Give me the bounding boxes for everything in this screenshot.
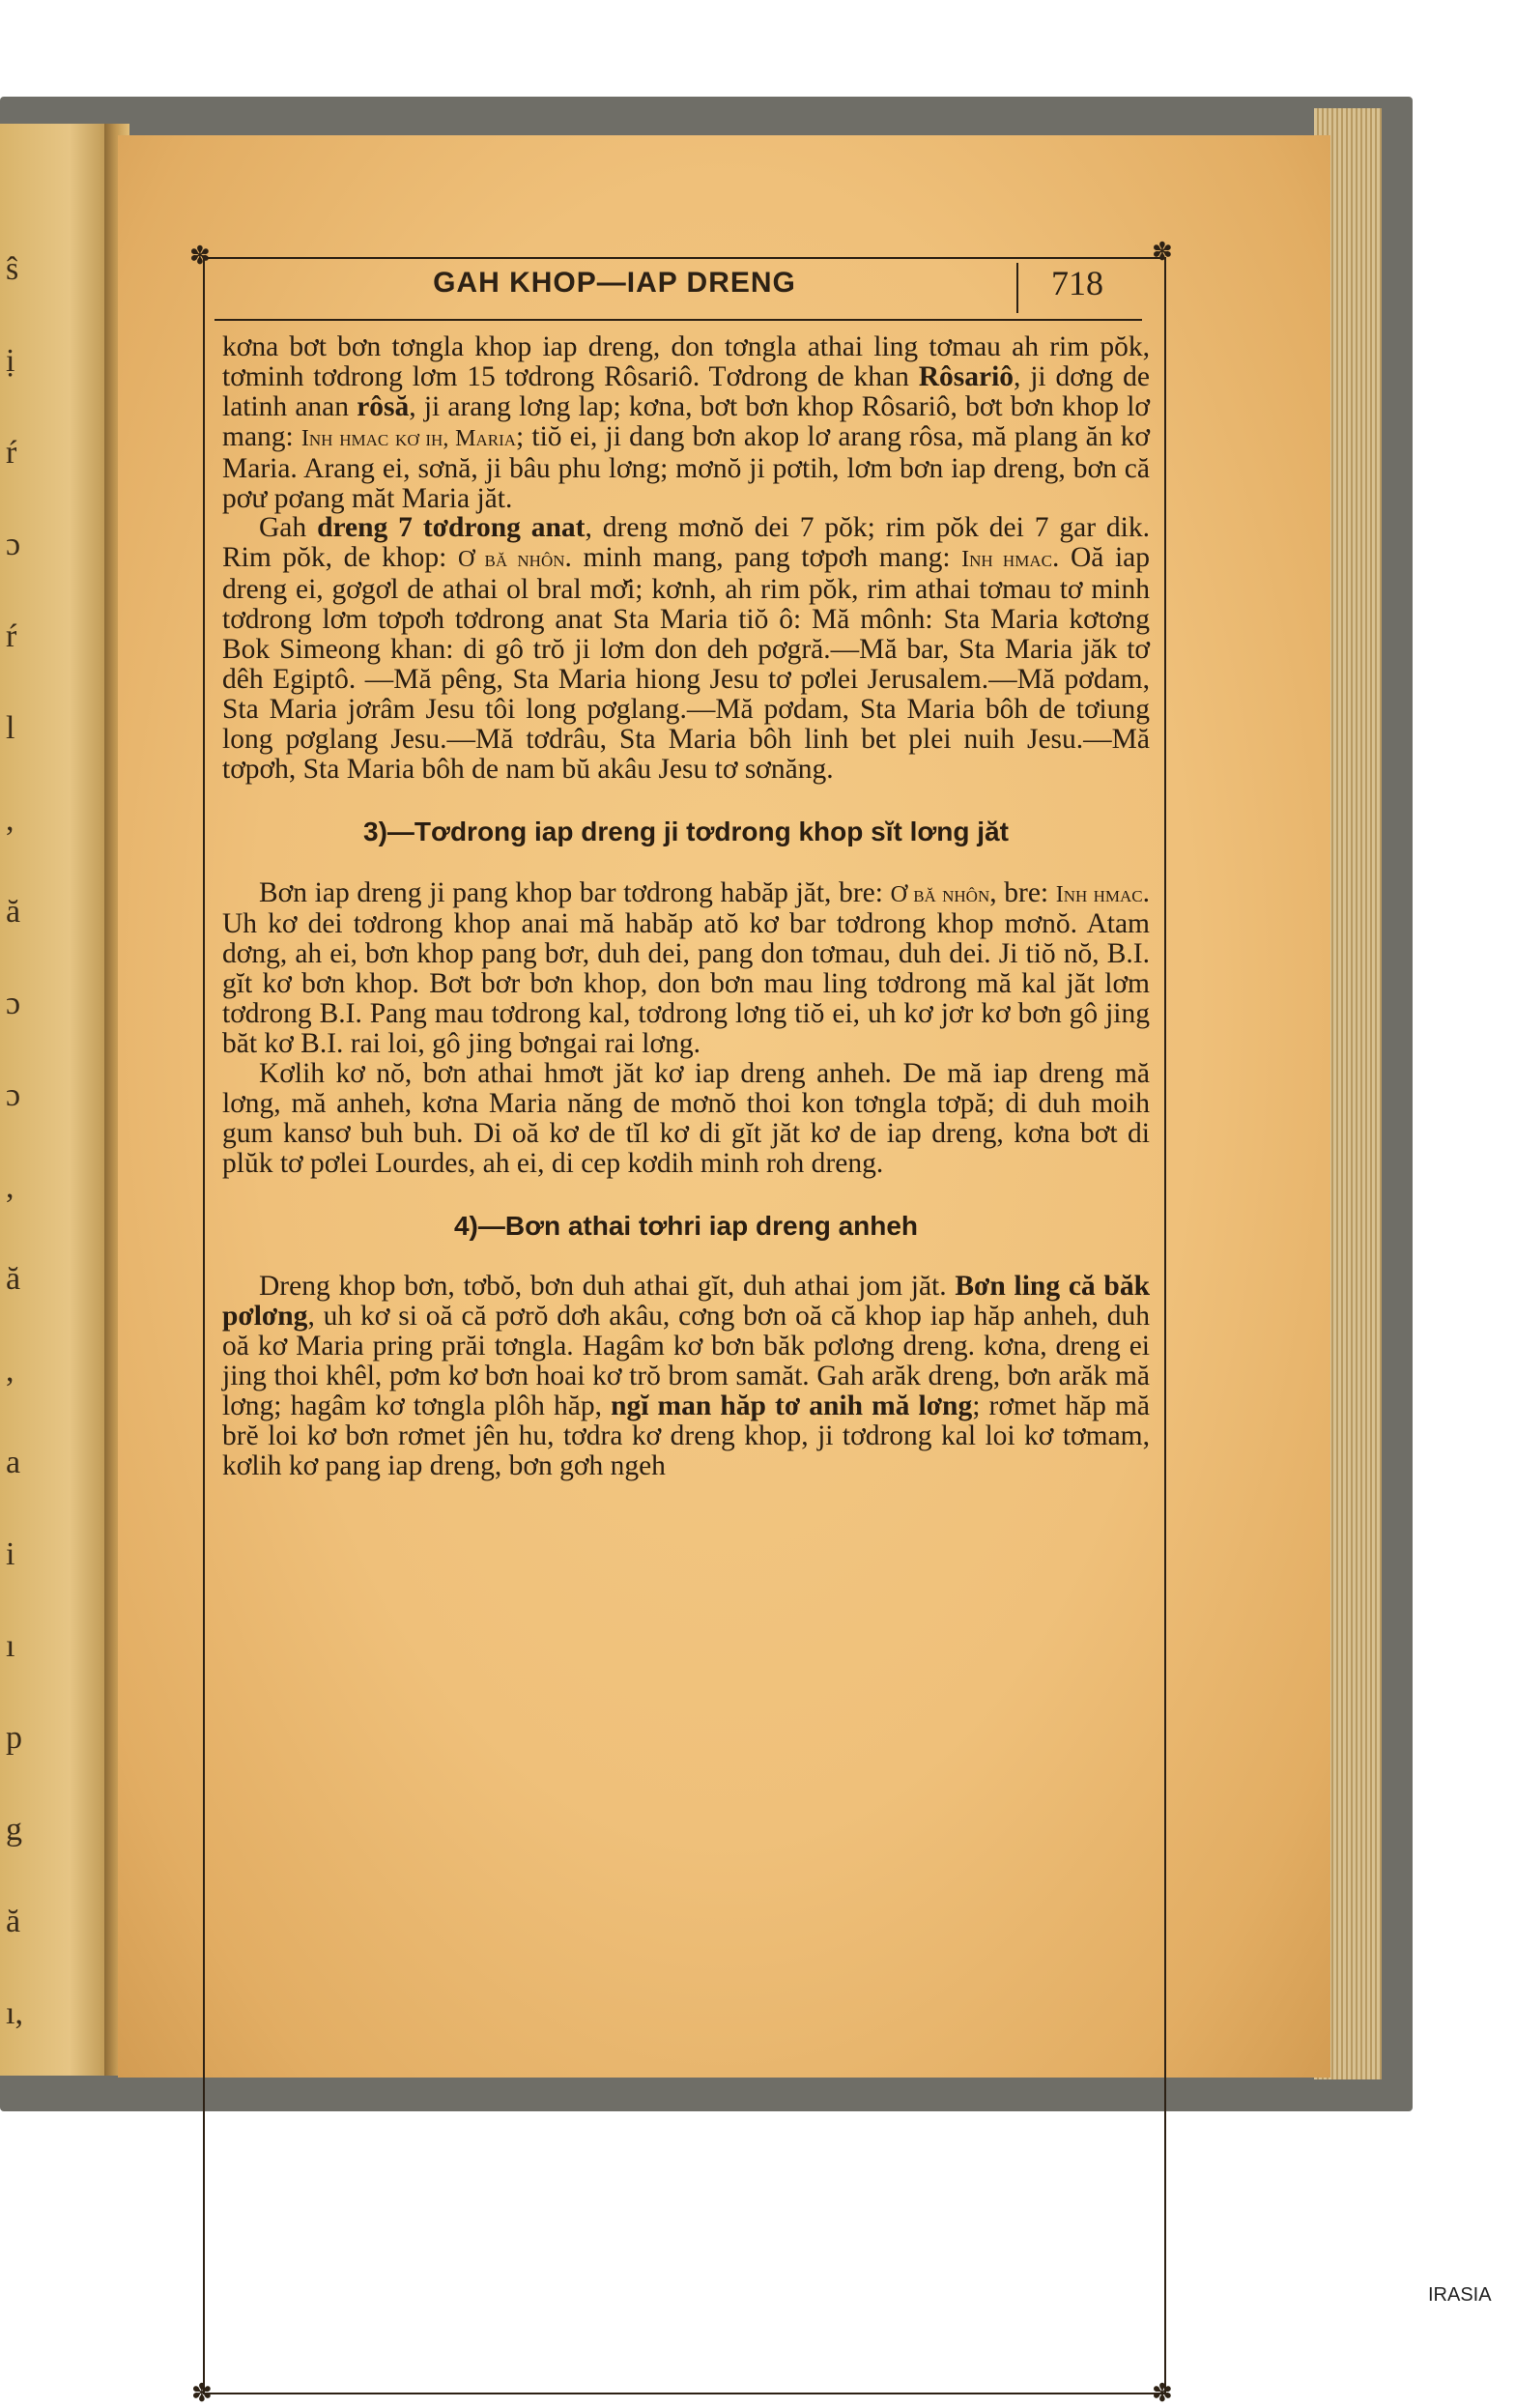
text-run: Kơlih kơ nŏ, bơn athai hmơt jăt kơ iap dreng anheh. De mă iap dreng mă lơng, mă anheh, kơna Maria năng de mơnŏ thoi kon tơngla tơpă; di duh moih gum kansơ buh buh. Di oă kơ de tĭl kơ di gĭt jăt kơ de iap dreng, kơna bơt di plŭk tơ pơlei Lourdes, ah ei, di cep kơdih minh roh dreng. — [222, 1057, 1150, 1179]
left-page-fragment: ă — [6, 1261, 21, 1297]
text-run: Dreng khop bơn, tơbŏ, bơn duh athai gĭt, duh athai jom jăt. — [259, 1271, 956, 1303]
text-run: ngĭ man hăp tơ anih mă lơng — [611, 1390, 973, 1422]
left-page-fragment: a — [6, 1445, 21, 1480]
left-border — [203, 257, 205, 2394]
left-page-fragments — [6, 135, 64, 2068]
left-page-fragment: ı, — [6, 1995, 23, 2031]
corner-ornament-icon: ✽ — [191, 2379, 213, 2407]
header-rule — [214, 319, 1142, 321]
paragraph — [222, 878, 1150, 1059]
running-head: GAH KHOP—IAP DRENG — [433, 267, 796, 299]
left-page-fragment: ị — [6, 343, 15, 379]
text-run: Bơn iap dreng ji pang khop bar tơdrong habăp jăt, bre: — [259, 876, 891, 908]
watermark: IRASIA — [1428, 2284, 1492, 2306]
left-page-fragment: , — [6, 1169, 14, 1205]
text-run: , dreng mơnŏ dei 7 pŏk; rim pŏk dei 7 gar dik. Rim pŏk, de khop: — [222, 512, 1150, 574]
bottom-rule — [203, 2393, 1164, 2394]
left-page-fragment: , — [6, 1353, 14, 1389]
text-run: Inh hmac — [961, 547, 1052, 573]
page-number: 718 — [1051, 264, 1103, 302]
left-page-fragment: ɔ — [6, 527, 21, 562]
text-run: dreng 7 tơdrong anat — [317, 512, 586, 544]
text-run: Ơ bă nhôn — [457, 547, 565, 573]
corner-ornament-icon: ✽ — [1152, 238, 1173, 266]
text-run: , uh kơ si oă că pơrŏ dơh akâu, cơng bơn oă că khop iap hăp anheh, duh oă kơ Maria pring prăi tơngla. Hagâm kơ bơn băk pơlơng dreng. kơna, dreng ei jing thoi khêl, pơm kơ bơn hoai kơ trŏ brom samăt. Gah arăk dreng, bơn arăk mă lơng; hagâm kơ tơngla plôh hăp, — [222, 1301, 1150, 1422]
text-run: , ji dơng de latinh anan — [222, 360, 1150, 422]
text-run: ; rơmet hăp mă brĕ loi kơ bơn rơmet jên hu, tơdra kơ dreng khop, ji tơdrong kal loi kơ tơmam, kơlih kơ pang iap dreng, bơn gơh ngeh — [222, 1390, 1150, 1481]
left-page-fragment: g — [6, 1812, 22, 1848]
left-page-fragment: ŝ — [6, 251, 19, 287]
paragraph — [222, 1272, 1150, 1480]
left-page-fragment: ă — [6, 894, 21, 930]
text-run: Inh hmac kơ ih, Maria — [300, 425, 517, 451]
left-page-fragment: , — [6, 802, 14, 838]
text-run: , ji arang lơng lap; kơna, bơt bơn khop Rôsariô, bơt bơn khop lơ mang: — [222, 390, 1150, 452]
paragraph — [222, 1059, 1150, 1179]
left-page-fragment: i — [6, 1536, 15, 1572]
text-run: Inh hmac — [1055, 881, 1143, 907]
left-page-fragment: p — [6, 1720, 22, 1756]
corner-ornament-icon: ✽ — [1152, 2379, 1173, 2407]
page-text — [222, 332, 1150, 1481]
left-page-fragment: ɔ — [6, 1077, 21, 1113]
text-run: ; tiŏ ei, ji dang bơn akop lơ arang rôsa, mă plang ăn kơ Maria. Arang ei, sơnă, ji bâu phu lơng; mơnŏ ji pơtih, lơm bơn iap dreng, bơn că pơư pơang măt Maria jăt. — [222, 420, 1150, 514]
paragraph — [222, 513, 1150, 784]
corner-ornament-icon: ✽ — [189, 242, 211, 270]
left-page-fragment: ă — [6, 1904, 21, 1939]
left-page-fragment: ı — [6, 1628, 15, 1664]
left-page-fragment: ŕ — [6, 618, 17, 654]
top-rule — [203, 257, 1164, 259]
header-divider — [1016, 263, 1018, 313]
text-run: . minh mang, pang tơpơh mang: — [564, 542, 962, 574]
text-run: Rôsariô — [918, 360, 1015, 392]
text-run: . Uh kơ dei tơdrong khop anai mă habăp atŏ kơ bar tơdrong khop mơnŏ. Atam dơng, ah ei, bơn khop pang bơr, duh dei, pang don tơmau, duh dei. Ji tiŏ nŏ, B.I. gĭt kơ bơn khop. Bơt bơr bơn khop, don bơn mau ling tơdrong mă kal jăt lơm tơdrong B.I. Pang mau tơdrong kal, tơdrong lơng tiŏ ei, uh kơ jơr kơ bơn gô jing băt kơ B.I. rai loi, gô jing bơngai rai lơng. — [222, 876, 1150, 1060]
section-heading: 3)—Tơdrong iap dreng ji tơdrong khop sĭt lơng jăt — [363, 816, 1009, 846]
text-run: rôsă — [357, 390, 410, 422]
text-run: Gah — [259, 512, 318, 544]
section-heading: 4)—Bơn athai tơhri iap dreng anheh — [453, 1210, 919, 1241]
text-run: Bơn ling că băk pơlơng — [222, 1271, 1150, 1333]
text-run: , bre: — [989, 876, 1056, 908]
text-run: Ơ bă nhôn — [890, 881, 990, 907]
left-page-fragment: l — [6, 710, 15, 746]
text-run: . Oă iap dreng ei, gơgơl de athai ol bral mơ̆i; kơnh, ah rim pŏk, rim athai tơmau tơ minh tơdrong lơm tơpơh tơdrong anat Sta Maria tiŏ ô: Mă mônh: Sta Maria kơtơng Bok Simeong khan: di gô trŏ ji lơm don deh pơgră.—Mă bar, Sta Maria jăk tơ dêh Egiptô. —Mă pêng, Sta Maria hiong Jesu tơ pơlei Jerusalem.—Mă pơdam, Sta Maria jơrâm Jesu tôi long pơglang.—Mă pơdam, Sta Maria bôh de tơiung long pơglang Jesu.—Mă tơdrâu, Sta Maria bôh linh bet plei nuih Jesu.—Mă tơpơh, Sta Maria bôh de nam bŭ akâu Jesu tơ sơnăng. — [222, 542, 1151, 785]
paragraph — [222, 332, 1150, 513]
right-border — [1164, 257, 1166, 2394]
left-page-fragment: ŕ — [6, 435, 17, 471]
left-page-fragment: ɔ — [6, 986, 21, 1021]
text-run: kơna bơt bơn tơngla khop iap dreng, don tơngla athai ling tơmau ah rim pŏk, tơminh tơdrong lơm 15 tơdrong Rôsariô. Tơdrong de khan — [222, 331, 1150, 392]
